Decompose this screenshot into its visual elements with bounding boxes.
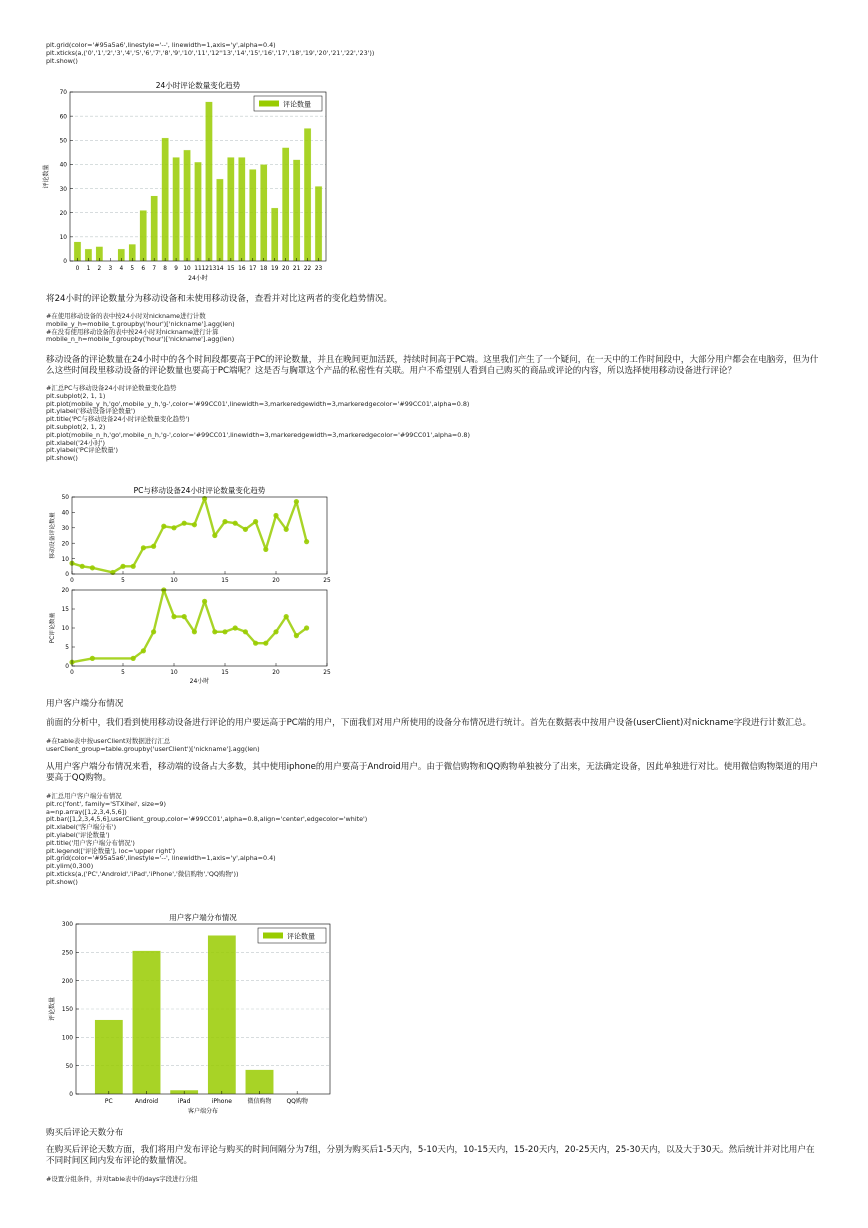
data-point: [212, 629, 217, 634]
x-tick-label: 6: [141, 266, 146, 272]
series-line: [72, 590, 307, 662]
x-tick-label: PC: [104, 1098, 113, 1105]
x-tick-label: 0: [70, 670, 74, 676]
bar: [216, 179, 223, 261]
legend-label: 评论数量: [283, 100, 311, 109]
code-line: mobile_y_h=mobile_t.groupby('hour')['nickname'].agg(len): [46, 319, 235, 328]
x-tick-label: 9: [174, 266, 178, 272]
x-axis-label: 客户端分布: [187, 1108, 219, 1115]
code-line: #在没有使用移动设备的表中按24小时对nickname进行计算: [46, 327, 219, 336]
data-point: [273, 629, 278, 634]
y-tick-label: 20: [61, 541, 69, 548]
x-tick-label: 11: [194, 266, 202, 272]
data-point: [151, 544, 156, 549]
chart-title: 用户客户端分布情况: [169, 913, 237, 922]
paragraph: 移动设备的评论数量在24小时中的各个时间段都要高于PC的评论数量，并且在晚间更加活跃，持续时间高于PC端。这里我们产生了一个疑问，在一天中的工作时间段中，大部分用户都会在电脑旁，但为什么这些时间段里移动设备的评论数量也要高于PC端呢？这是否与胸罩这个产品的私密性有关联。用户不希望别人看到自己购买的商品或评论的内容，所以选择使用移动设备进行评论？: [46, 355, 819, 376]
data-point: [273, 513, 278, 518]
code-line: #设置分组条件，并对table表中的days字段进行分组: [46, 1175, 198, 1183]
chart-title: 24小时评论数量变化趋势: [155, 81, 241, 90]
bar: [271, 208, 278, 261]
y-tick-label: 150: [61, 1007, 73, 1014]
code-block: [46, 738, 260, 754]
bar: [205, 102, 212, 261]
x-tick-label: 1: [86, 266, 91, 272]
bar: [315, 186, 322, 261]
bar: [140, 210, 147, 261]
bar: [95, 1020, 123, 1094]
y-tick-label: 60: [59, 114, 67, 121]
code-line: #在使用移动设备的表中按24小时对nickname进行计数: [46, 312, 206, 320]
data-point: [222, 519, 227, 524]
data-point: [90, 565, 95, 570]
data-point: [263, 641, 268, 646]
data-point: [202, 599, 207, 604]
paragraph: 在购买后评论天数方面，我们将用户发布评论与购买的时间间隔分为7组，分别为购买后1-5天内，5-10天内，10-15天内，15-20天内，20-25天内，25-30天内，以及大于30天。然后统计并对比用户在不同时间区间内发布评论的数量情况。: [46, 1145, 815, 1166]
y-tick-label: 40: [59, 162, 67, 169]
y-tick-label: 0: [65, 572, 69, 579]
data-point: [233, 521, 238, 526]
x-tick-label: Android: [134, 1098, 159, 1105]
x-tick-label: 25: [323, 670, 331, 676]
paragraph: 将24小时的评论数量分为移动设备和未使用移动设备，查看并对比这两者的变化趋势情况。: [46, 294, 393, 304]
x-tick-label: iPhone: [211, 1098, 232, 1105]
bar: [227, 157, 234, 261]
x-tick-label: 5: [121, 670, 125, 676]
x-tick-label: 18: [260, 266, 268, 272]
y-tick-label: 40: [61, 510, 69, 517]
y-axis-label: 移动设备评论数量: [50, 512, 56, 559]
x-tick-label: 5: [121, 578, 125, 584]
data-point: [171, 525, 176, 530]
code-line: plt.show(): [46, 56, 78, 65]
bar: [245, 1070, 273, 1094]
data-point: [131, 564, 136, 569]
data-point: [253, 519, 258, 524]
code-line: plt.subplot(2, 1, 2): [46, 422, 106, 431]
series-line: [72, 499, 307, 573]
x-tick-label: 25: [323, 578, 331, 584]
hourly-comment-bar-chart: [40, 78, 340, 288]
y-tick-label: 10: [61, 556, 69, 563]
y-tick-label: 20: [59, 210, 67, 217]
data-point: [243, 527, 248, 532]
code-block: [46, 313, 235, 344]
client-distribution-bar-chart: [40, 908, 340, 1118]
code-line: plt.legend(['评论数量'], loc='upper right'): [46, 846, 176, 855]
y-tick-label: 0: [69, 1092, 73, 1099]
x-tick-label: 19: [271, 266, 279, 272]
paragraph: 前面的分析中，我们看到使用移动设备进行评论的用户要远高于PC端的用户，下面我们对用户所使用的设备分布情况进行统计。首先在数据表中按用户设备(userClient)对nickname字段进行计数汇总。: [46, 718, 812, 728]
y-tick-label: 300: [61, 922, 73, 929]
x-tick-label: 0: [75, 266, 80, 272]
x-tick-label: 15: [221, 670, 229, 676]
code-line: a=np.array([1,2,3,4,5,6]): [46, 807, 127, 816]
bar: [183, 150, 190, 261]
code-block: [46, 385, 470, 463]
x-tick-label: 15: [227, 266, 235, 272]
bar: [293, 160, 300, 261]
data-point: [284, 527, 289, 532]
code-line: plt.grid(color='#95a5a6',linestyle='--', linewidth=1,axis='y',alpha=0.4): [46, 854, 276, 863]
y-tick-label: 10: [61, 626, 69, 633]
code-line: #在table表中按userClient对数据进行汇总: [46, 737, 171, 745]
bar: [151, 196, 158, 261]
code-line: plt.xticks(a,('PC','Android','iPad','iPhone','微信购物','QQ购物')): [46, 869, 239, 878]
data-point: [182, 521, 187, 526]
code-line: plt.show(): [46, 877, 78, 886]
data-point: [192, 629, 197, 634]
bar: [194, 162, 201, 261]
code-line: userClient_group=table.groupby('userClient')['nickname'].agg(len): [46, 744, 260, 753]
code-line: plt.ylabel('评论数量'): [46, 830, 110, 839]
code-line: plt.xlabel('24小时'): [46, 438, 106, 447]
data-point: [192, 522, 197, 527]
data-point: [80, 564, 85, 569]
code-block: [46, 1176, 198, 1184]
x-tick-label: 0: [70, 578, 74, 584]
x-tick-label: QQ购物: [286, 1098, 308, 1105]
y-tick-label: 30: [61, 526, 69, 532]
code-line: plt.ylabel('PC评论数量'): [46, 446, 118, 455]
x-tick-label: 2: [97, 266, 102, 272]
x-axis-label: 24小时: [188, 275, 208, 282]
x-tick-label: 10: [170, 670, 178, 676]
bar: [208, 935, 236, 1094]
code-line: plt.bar([1,2,3,4,5,6],userClient_group,color='#99CC01',alpha=0.8,align='center',edgecolor='white'): [46, 815, 368, 824]
y-tick-label: 50: [59, 138, 67, 145]
x-tick-label: 微信购物: [247, 1098, 272, 1105]
x-tick-label: 7: [152, 266, 157, 272]
code-line: plt.grid(color='#95a5a6',linestyle='--', linewidth=1,axis='y',alpha=0.4): [46, 41, 276, 49]
x-tick-label: iPad: [177, 1098, 191, 1105]
data-point: [304, 625, 309, 630]
pc-mobile-line-charts: [40, 484, 340, 690]
data-point: [233, 625, 238, 630]
data-point: [263, 547, 268, 552]
code-line: plt.subplot(2, 1, 1): [46, 391, 106, 400]
x-tick-label: 8: [163, 266, 167, 272]
section-heading: 用户客户端分布情况: [46, 699, 124, 709]
data-point: [90, 656, 95, 661]
code-line: mobile_n_h=mobile_f.groupby('hour')['nickname'].agg(len): [46, 335, 235, 344]
data-point: [222, 629, 227, 634]
data-point: [161, 524, 166, 529]
x-tick-label: 22: [303, 266, 312, 272]
bar: [282, 148, 289, 261]
y-tick-label: 200: [61, 978, 73, 985]
x-tick-label: 10: [170, 578, 178, 584]
paragraph: 从用户客户端分布情况来看，移动端的设备占大多数，其中使用iphone的用户要高于Android用户。由于微信购物和QQ购物单独被分了出来，无法确定设备，因此单独进行对比。使用微信购物渠道的用户要高于QQ购物。: [46, 762, 819, 783]
code-line: plt.title('用户客户端分布情况'): [46, 838, 135, 847]
y-tick-label: 5: [65, 645, 69, 652]
code-line: plt.plot(mobile_n_h,'go',mobile_n_h,'g-',color='#99CC01',linewidth=3,markeredgewidth=3,markeredgecolor='#99CC01',alpha=0.8): [46, 430, 470, 439]
bar: [249, 169, 256, 261]
y-tick-label: 100: [61, 1035, 73, 1042]
x-tick-label: 20: [272, 670, 280, 676]
x-tick-label: 10: [183, 266, 191, 272]
data-point: [284, 614, 289, 619]
y-tick-label: 10: [59, 235, 67, 242]
data-point: [253, 641, 258, 646]
chart-title: PC与移动设备24小时评论数量变化趋势: [133, 486, 266, 495]
x-tick-label: 15: [221, 578, 229, 584]
data-point: [294, 499, 299, 504]
y-tick-label: 250: [61, 950, 73, 957]
y-tick-label: 0: [63, 259, 67, 266]
x-tick-label: 17: [249, 266, 257, 272]
bar: [260, 164, 267, 261]
x-tick-label: 3: [108, 266, 113, 272]
data-point: [131, 656, 136, 661]
y-tick-label: 50: [61, 495, 69, 502]
bar: [132, 951, 160, 1094]
data-point: [212, 533, 217, 538]
plot-frame: [72, 590, 327, 666]
code-line: plt.title('PC与移动设备24小时评论数量变化趋势'): [46, 415, 190, 424]
x-tick-label: 20: [272, 578, 280, 584]
data-point: [294, 633, 299, 638]
y-tick-label: 70: [59, 90, 67, 97]
legend-label: 评论数量: [287, 932, 315, 941]
legend-swatch: [259, 101, 279, 107]
bar: [304, 128, 311, 261]
code-line: plt.xlabel('客户端分布'): [46, 823, 117, 832]
code-line: plt.plot(mobile_y_h,'go',mobile_y_h,'g-',color='#99CC01',linewidth=3,markeredgewidth=3,markeredgecolor='#99CC01',alpha=0.8): [46, 399, 470, 408]
legend-swatch: [263, 933, 283, 939]
bar: [238, 157, 245, 261]
bar: [162, 138, 169, 261]
bar: [173, 157, 180, 261]
data-point: [151, 629, 156, 634]
y-axis-label: 评论数量: [43, 164, 50, 189]
y-tick-label: 30: [59, 186, 67, 193]
y-tick-label: 15: [61, 607, 69, 614]
y-tick-label: 20: [61, 588, 69, 595]
code-line: plt.xticks(a,('0','1','2','3','4','5','6','7','8','9','10','11','12''13','14','15','16','17','18','19','20','21','22','23')): [46, 48, 375, 57]
x-tick-label: 5: [130, 266, 135, 272]
x-tick-label: 14: [216, 266, 224, 272]
x-axis-label: 24小时: [189, 678, 210, 685]
data-point: [243, 629, 248, 634]
code-block: [46, 42, 374, 65]
code-line: plt.rc('font', family='STXihei', size=9): [46, 799, 166, 808]
y-tick-label: 50: [65, 1063, 73, 1070]
y-tick-label: 0: [65, 664, 69, 671]
code-line: plt.show(): [46, 454, 78, 463]
x-tick-label: 23: [314, 266, 323, 272]
x-tick-label: 16: [238, 266, 246, 272]
data-point: [182, 614, 187, 619]
y-axis-label: 评论数量: [49, 996, 56, 1022]
section-heading: 购买后评论天数分布: [46, 1128, 124, 1138]
x-tick-label: 4: [119, 266, 124, 272]
code-line: plt.ylim(0,300): [46, 862, 94, 871]
data-point: [304, 539, 309, 544]
code-line: #汇总PC与移动设备24小时评论数量变化趋势: [46, 384, 177, 392]
data-point: [141, 648, 146, 653]
data-point: [120, 564, 125, 569]
x-tick-label: 1213: [201, 266, 217, 272]
code-line: #汇总用户客户端分布情况: [46, 792, 122, 800]
x-tick-label: 20: [281, 266, 290, 272]
data-point: [171, 614, 176, 619]
x-tick-label: 21: [292, 266, 301, 272]
code-line: plt.ylabel('移动设备评论数量'): [46, 407, 136, 416]
data-point: [141, 545, 146, 550]
y-axis-label: PC评论数量: [50, 612, 56, 644]
code-block: [46, 793, 367, 887]
